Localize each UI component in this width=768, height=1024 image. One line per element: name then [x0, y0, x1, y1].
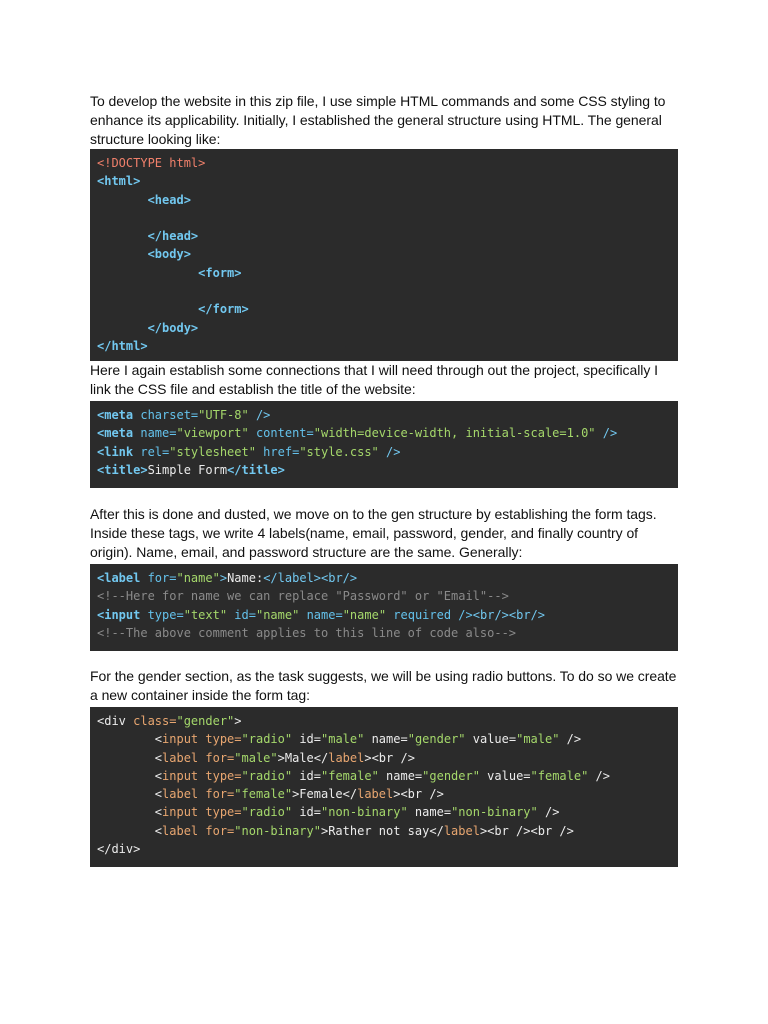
- code-line: [97, 209, 671, 227]
- code-token: >: [219, 571, 228, 585]
- code-line: [97, 822, 671, 840]
- code-token: "radio": [241, 732, 293, 747]
- code-token: <: [97, 787, 163, 802]
- code-token: "radio": [241, 768, 293, 783]
- code-token: label: [328, 750, 365, 765]
- code-token: "width=device-width, initial-scale=1.0": [313, 426, 596, 441]
- code-token: id=: [292, 732, 321, 747]
- code-token: ><br /><br />: [479, 823, 574, 838]
- document-page: [90, 92, 678, 867]
- code-line: [97, 191, 671, 209]
- code-token: [97, 193, 148, 207]
- code-token: "male": [321, 732, 365, 747]
- code-token: charset=: [133, 408, 199, 422]
- code-line: [97, 712, 671, 730]
- code-token: />: [537, 805, 560, 820]
- code-line: [97, 840, 671, 858]
- code-token: rel=: [133, 444, 170, 459]
- code-token: "name": [176, 571, 220, 585]
- code-line: [97, 424, 671, 442]
- code-token: <link: [97, 444, 134, 459]
- code-line: [97, 767, 671, 785]
- code-token: type=: [140, 607, 184, 622]
- code-token: [97, 247, 148, 261]
- code-token: <input: [97, 607, 141, 622]
- code-token: "radio": [241, 805, 293, 820]
- code-token: [97, 321, 148, 335]
- code-line: [97, 803, 671, 821]
- code-token: content=: [248, 426, 314, 441]
- code-line: [97, 730, 671, 748]
- code-token: <: [97, 750, 163, 765]
- code-token: "male": [516, 732, 560, 747]
- code-token: "gender": [407, 732, 466, 747]
- code-token: </head>: [147, 229, 199, 244]
- code-token: <meta: [97, 408, 134, 422]
- code-token: />: [378, 444, 401, 459]
- code-token: "gender": [176, 714, 235, 728]
- code-token: "text": [183, 607, 228, 622]
- code-token: label: [162, 787, 199, 802]
- code-token: [97, 302, 198, 316]
- code-token: name=: [378, 768, 423, 783]
- code-token: for=: [198, 750, 235, 765]
- code-token: Name:: [227, 571, 264, 585]
- code-token: value=: [465, 732, 517, 747]
- code-line: [97, 227, 671, 245]
- code-line: [97, 406, 671, 424]
- code-token: name=: [133, 426, 177, 441]
- code-token: [97, 266, 198, 280]
- code-token: >: [234, 714, 242, 728]
- code-line: [97, 749, 671, 767]
- code-token: Simple Form: [147, 462, 228, 477]
- code-line: [97, 785, 671, 803]
- code-block-structure: [90, 149, 678, 361]
- code-token: input: [162, 805, 199, 820]
- code-line: [97, 282, 671, 300]
- code-token: "UTF-8": [198, 408, 249, 422]
- code-token: </form>: [198, 302, 249, 317]
- code-line: [97, 245, 671, 263]
- code-token: name=: [299, 607, 343, 622]
- code-token: >Rather not say</: [320, 823, 444, 838]
- code-token: "name": [342, 607, 387, 622]
- code-token: />: [559, 732, 582, 747]
- code-token: </title>: [227, 462, 285, 477]
- code-token: for=: [198, 787, 235, 802]
- paragraph-connections: Here I again establish some connections that I will need through out the project, specifically I link the CSS file and establish the title of the website:: [90, 362, 658, 397]
- code-token: <br/><br/>: [472, 607, 546, 622]
- code-token: id=: [292, 805, 321, 820]
- code-token: >Female</: [292, 787, 358, 802]
- code-token: </html>: [97, 338, 148, 353]
- code-token: <: [97, 823, 163, 838]
- code-token: <body>: [147, 247, 191, 262]
- code-token: </label><br/>: [263, 571, 358, 585]
- code-token: <form>: [198, 265, 242, 280]
- code-token: <div: [97, 714, 134, 728]
- code-token: />: [248, 408, 271, 422]
- code-token: [97, 229, 148, 243]
- code-line: [97, 624, 671, 642]
- paragraph-intro: To develop the website in this zip file, I use simple HTML commands and some CSS styling to enhance its applicability. Initially, I established the general structure using HTML. The general structure looking like:: [90, 93, 666, 147]
- code-token: id=: [227, 607, 256, 622]
- code-token: href=: [255, 444, 300, 459]
- code-token: name=: [407, 805, 452, 820]
- code-line: [97, 319, 671, 337]
- code-token: label: [162, 750, 199, 765]
- code-token: "gender": [422, 768, 480, 783]
- code-line: [97, 443, 671, 461]
- code-token: "stylesheet": [169, 444, 256, 459]
- code-line: [97, 264, 671, 282]
- paragraph-form-tags: After this is done and dusted, we move on to the gen structure by establishing the form tags. Inside these tags, we write 4 labels(name, email, password, gender, and finally country of origin). Name, email, and password structure are the same. Generally:: [90, 506, 657, 560]
- code-token: <: [97, 768, 163, 783]
- code-line: [97, 300, 671, 318]
- code-token: "style.css": [299, 444, 379, 459]
- code-line: [97, 606, 671, 624]
- code-line: [97, 587, 671, 605]
- code-block-head-meta: [90, 401, 678, 488]
- code-token: <title>: [97, 462, 148, 477]
- code-token: "female": [530, 768, 589, 783]
- code-token: ><br />: [364, 750, 415, 765]
- code-token: <!--Here for name we can replace "Password" or "Email"-->: [97, 589, 509, 604]
- code-token: required />: [386, 607, 473, 622]
- code-line: [97, 337, 671, 355]
- code-token: name=: [364, 732, 408, 747]
- code-line: [97, 569, 671, 587]
- code-token: >Male</: [277, 750, 329, 765]
- code-token: "name": [255, 607, 300, 622]
- code-token: "non-binary": [451, 805, 538, 820]
- code-token: <head>: [147, 192, 191, 207]
- code-line: [97, 461, 671, 479]
- code-token: input: [162, 732, 199, 747]
- code-token: type=: [198, 732, 242, 747]
- code-token: <!DOCTYPE html>: [97, 156, 206, 170]
- code-line: [97, 154, 671, 172]
- code-token: id=: [292, 768, 321, 783]
- code-token: class=: [133, 714, 177, 728]
- code-line: [97, 172, 671, 190]
- code-token: <label: [97, 571, 141, 585]
- code-block-label-input: [90, 564, 678, 651]
- code-token: "female": [321, 768, 379, 783]
- code-token: </div>: [97, 842, 141, 857]
- code-token: label: [357, 787, 394, 802]
- code-token: />: [595, 426, 618, 441]
- code-token: value=: [479, 768, 531, 783]
- code-token: type=: [198, 805, 242, 820]
- code-token: <!--The above comment applies to this line of code also-->: [97, 625, 517, 640]
- code-token: "male": [234, 750, 278, 765]
- code-token: label: [443, 823, 480, 838]
- code-token: "non-binary": [234, 823, 321, 838]
- code-token: ><br />: [393, 787, 444, 802]
- code-token: type=: [198, 768, 242, 783]
- code-token: input: [162, 768, 199, 783]
- code-token: for=: [198, 823, 235, 838]
- code-token: for=: [140, 571, 177, 585]
- code-token: <html>: [97, 174, 141, 189]
- code-token: <: [97, 732, 163, 747]
- paragraph-gender: For the gender section, as the task suggests, we will be using radio buttons. To do so we create a new container inside the form tag:: [90, 668, 677, 703]
- code-token: />: [588, 768, 611, 783]
- code-token: <meta: [97, 426, 134, 441]
- code-block-gender-div: [90, 707, 678, 867]
- code-token: <: [97, 805, 163, 820]
- code-token: "female": [234, 787, 293, 802]
- code-token: "non-binary": [321, 805, 408, 820]
- code-token: "viewport": [176, 426, 249, 441]
- code-token: label: [162, 823, 199, 838]
- code-token: </body>: [147, 320, 199, 335]
